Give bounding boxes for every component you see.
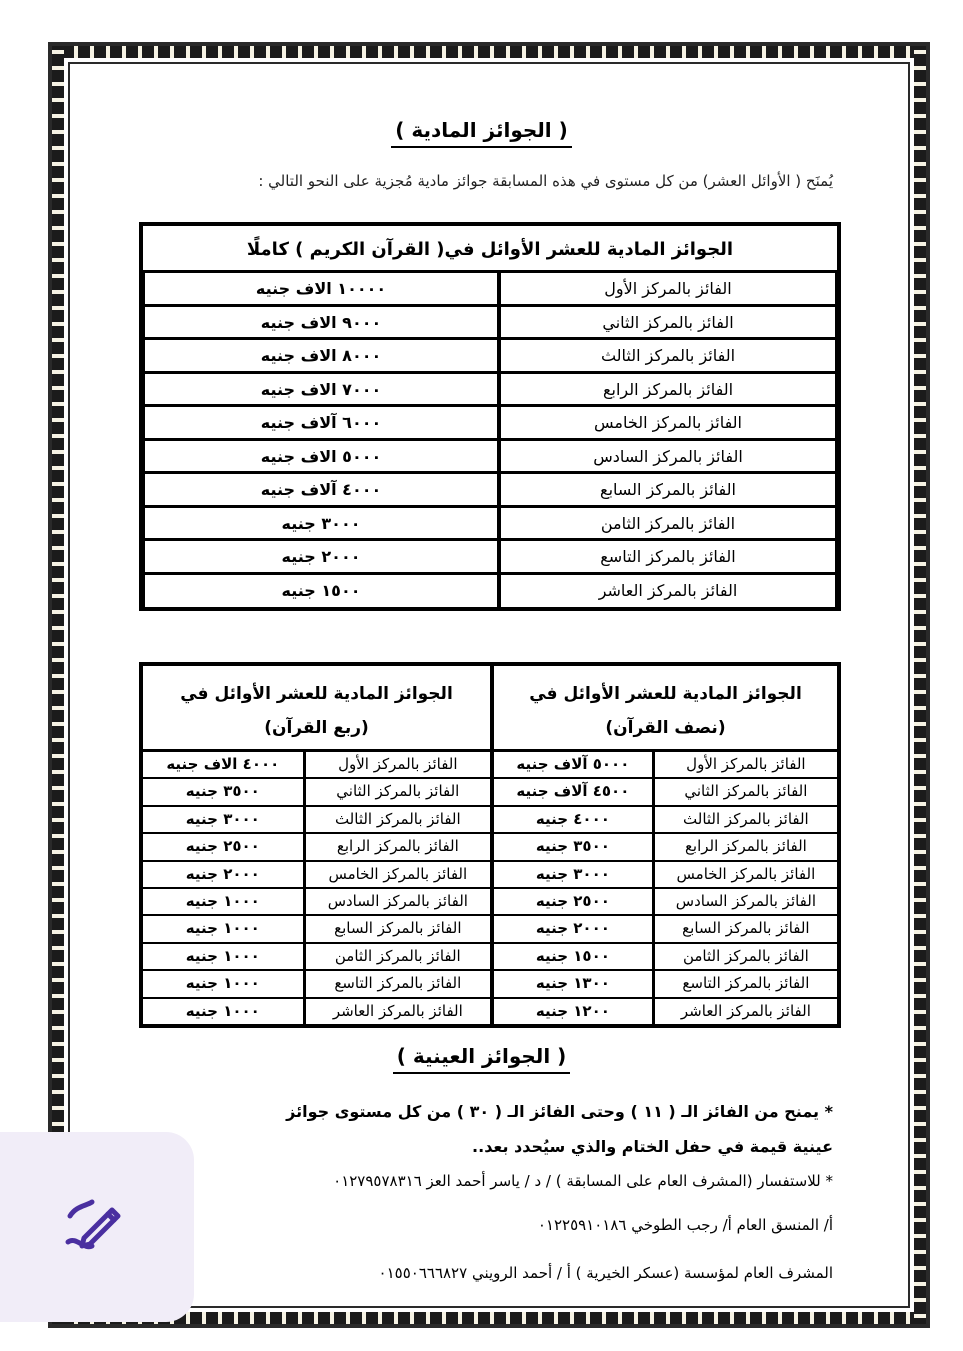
place-cell: الفائز بالمركز الثالث (497, 340, 837, 371)
table-row (494, 916, 837, 943)
place-cell: الفائز بالمركز الثاني (497, 307, 837, 338)
prize-cell: ٢٠٠٠ جنيه (535, 919, 610, 938)
supervisor-line: المشرف العام لمؤسسة (عسكر الخيرية ) أ / أحمد الرويني ٠١٥٥٠٦٦٦٨٢٧ (378, 1264, 833, 1282)
table-row (494, 807, 837, 834)
table-row (143, 575, 837, 609)
table-row (494, 862, 837, 889)
place-cell: الفائز بالمركز الرابع (652, 834, 837, 859)
place-cell: الفائز بالمركز السادس (303, 889, 490, 914)
place-cell: الفائز بالمركز الثامن (497, 508, 837, 539)
table-row (494, 999, 837, 1024)
place-cell: الفائز بالمركز العاشر (497, 575, 837, 609)
place-cell: الفائز بالمركز الخامس (303, 862, 490, 887)
intro-text: يُمنَح ( الأوائل العشر) من كل مستوى في هذه المسابقة جوائز مادية مُجزية على النحو التالي : (258, 172, 833, 190)
full-quran-prizes-table (139, 222, 841, 611)
place-cell: الفائز بالمركز الثامن (303, 944, 490, 969)
quarter-quran-header: الجوائز المادية للعشر الأوائل في (ربع القرآن) (143, 666, 490, 752)
place-cell: الفائز بالمركز السابع (652, 916, 837, 941)
prize-cell: ٨٠٠٠ الاف جنيه (143, 340, 497, 371)
half-quran-header: الجوائز المادية للعشر الأوائل في (نصف القرآن) (494, 666, 837, 752)
table-row (143, 541, 837, 575)
prize-cell: ٣٠٠٠ جنيه (143, 508, 497, 539)
edit-button[interactable] (0, 1132, 194, 1322)
coordinator-line: أ/ المنسق العام أ/ رجب الطوخي ٠١٢٢٥٩١٠١٨٦ (537, 1216, 833, 1234)
prize-cell: ١٠٠٠ جنيه (185, 974, 260, 993)
place-cell: الفائز بالمركز الثاني (303, 779, 490, 804)
prize-cell: ١٥٠٠ جنيه (535, 946, 610, 965)
table-row (143, 971, 490, 998)
place-cell: الفائز بالمركز العاشر (303, 999, 490, 1024)
place-cell: الفائز بالمركز الثالث (303, 807, 490, 832)
table-row (143, 999, 490, 1024)
prize-cell: ٩٠٠٠ الاف جنيه (143, 307, 497, 338)
prize-cell: ٣٥٠٠ جنيه (185, 782, 260, 801)
place-cell: الفائز بالمركز الخامس (652, 862, 837, 887)
prize-cell: ٢٥٠٠ جنيه (185, 837, 260, 856)
prize-cell: ١٥٠٠ جنيه (143, 575, 497, 609)
place-cell: الفائز بالمركز الثالث (652, 807, 837, 832)
place-cell: الفائز بالمركز الثاني (652, 779, 837, 804)
table-row (494, 944, 837, 971)
table-row (494, 779, 837, 806)
table-row (143, 916, 490, 943)
table-row (494, 889, 837, 916)
table-row (143, 944, 490, 971)
in-kind-prizes-heading: ( الجوائز العينية ) (0, 1044, 963, 1068)
prize-cell: ٤٠٠٠ الاف جنيه (166, 755, 280, 773)
table-row (143, 273, 837, 307)
prize-cell: ١٢٠٠ جنيه (535, 1001, 610, 1020)
table-title: الجوائز المادية للعشر الأوائل في( القرآن الكريم ) كاملًا (143, 226, 837, 273)
place-cell: الفائز بالمركز السادس (652, 889, 837, 914)
prize-cell: ٤٠٠٠ جنيه (535, 809, 610, 828)
table-row (143, 508, 837, 542)
prize-cell: ٧٠٠٠ الاف جنيه (143, 374, 497, 405)
table-row (143, 407, 837, 441)
prize-cell: ١٣٠٠ جنيه (535, 974, 610, 993)
prize-cell: ١٠٠٠ جنيه (185, 919, 260, 938)
material-prizes-heading: ( الجوائز المادية ) (0, 118, 963, 142)
place-cell: الفائز بالمركز التاسع (303, 971, 490, 996)
prize-cell: ٢٠٠٠ جنيه (143, 541, 497, 572)
rope-border-top (52, 46, 926, 58)
place-cell: الفائز بالمركز الخامس (497, 407, 837, 438)
place-cell: الفائز بالمركز السابع (497, 474, 837, 505)
prize-cell: ٢٠٠٠ جنيه (185, 864, 260, 883)
rope-border-right (914, 46, 926, 1324)
prize-cell: ١٠٠٠ جنيه (185, 946, 260, 965)
prize-cell: ٣٠٠٠ جنيه (535, 864, 610, 883)
contact-line: * للاستفسار (المشرف العام على المسابقة ) / د / ياسر أحمد العز ٠١٢٧٩٥٧٨٣١٦ (333, 1172, 833, 1190)
prize-cell: ١٠٠٠ جنيه (185, 892, 260, 911)
place-cell: الفائز بالمركز الأول (303, 752, 490, 777)
prize-cell: ١٠٠٠ جنيه (185, 1001, 260, 1020)
place-cell: الفائز بالمركز الثامن (652, 944, 837, 969)
table-row (143, 441, 837, 475)
table-row (143, 779, 490, 806)
table-row (143, 889, 490, 916)
prize-cell: ٥٠٠٠ الاف جنيه (143, 441, 497, 472)
place-cell: الفائز بالمركز العاشر (652, 999, 837, 1024)
prize-cell: ١٠٠٠٠ الاف جنيه (143, 273, 497, 304)
place-cell: الفائز بالمركز الرابع (497, 374, 837, 405)
prize-cell: ٦٠٠٠ آلاف جنيه (143, 407, 497, 438)
prize-cell: ٤٥٠٠ آلاف جنيه (516, 782, 630, 801)
half-quarter-prizes-table (139, 662, 841, 1028)
place-cell: الفائز بالمركز الرابع (303, 834, 490, 859)
place-cell: الفائز بالمركز الأول (497, 273, 837, 304)
table-row (143, 307, 837, 341)
place-cell: الفائز بالمركز السادس (497, 441, 837, 472)
place-cell: الفائز بالمركز التاسع (497, 541, 837, 572)
table-row (143, 752, 490, 779)
table-row (494, 834, 837, 861)
table-row (143, 834, 490, 861)
table-row (494, 971, 837, 998)
place-cell: الفائز بالمركز السابع (303, 916, 490, 941)
edit-pen-icon (62, 1192, 126, 1256)
prize-cell: ٢٥٠٠ جنيه (535, 892, 610, 911)
in-kind-line-1: * يمنح من الفائز الـ ( ١١ ) وحتى الفائز الـ ( ٣٠ ) من كل مستوى جوائز (286, 1102, 833, 1121)
quarter-quran-column (143, 666, 490, 1024)
prize-cell: ٥٠٠٠ آلاف جنيه (516, 755, 630, 773)
prize-cell: ٤٠٠٠ آلاف جنيه (143, 474, 497, 505)
prize-cell: ٣٥٠٠ جنيه (535, 837, 610, 856)
table-row (143, 807, 490, 834)
table-row (143, 340, 837, 374)
table-row (494, 752, 837, 779)
place-cell: الفائز بالمركز الأول (652, 752, 837, 777)
table-row (143, 862, 490, 889)
prize-cell: ٣٠٠٠ جنيه (185, 809, 260, 828)
half-quran-column (490, 666, 837, 1024)
in-kind-line-2: عينية قيمة في حفل الختام والذي سيُحدد بعد.. (472, 1137, 833, 1156)
table-row (143, 474, 837, 508)
place-cell: الفائز بالمركز التاسع (652, 971, 837, 996)
table-row (143, 374, 837, 408)
